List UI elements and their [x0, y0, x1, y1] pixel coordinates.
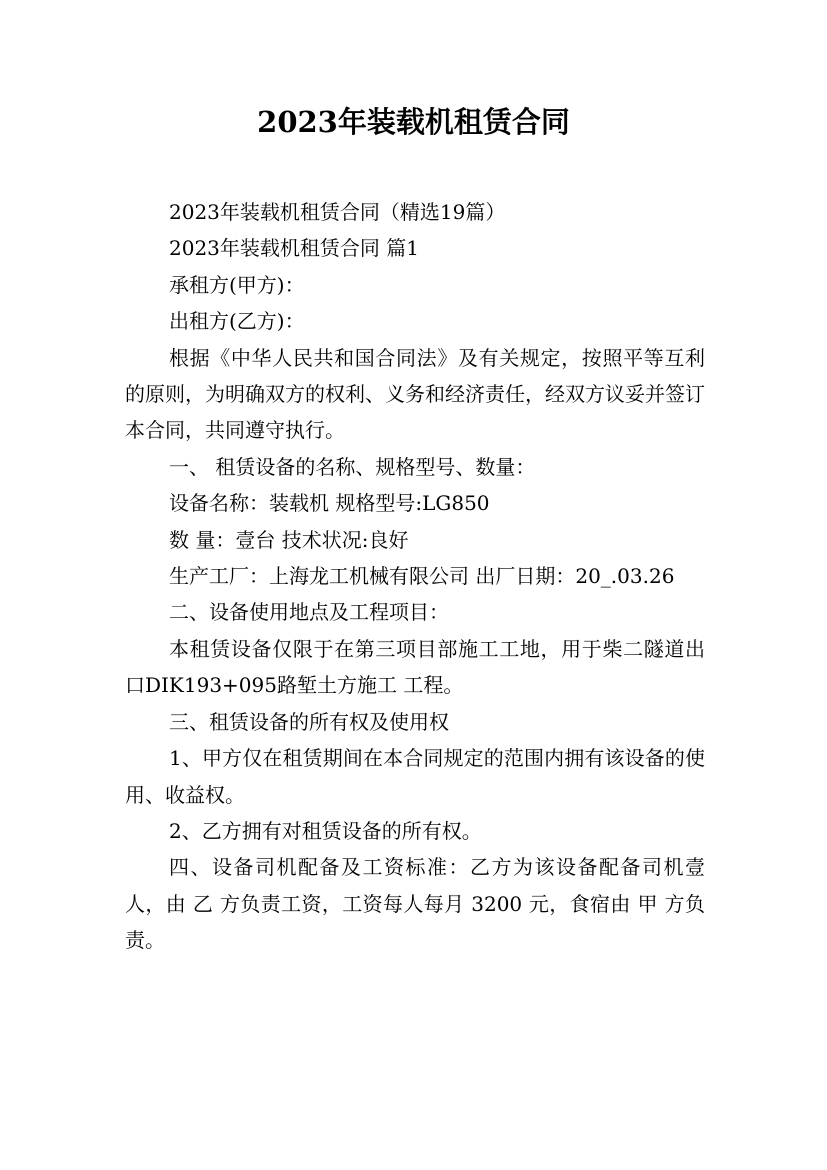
paragraph-preamble: 根据《中华人民共和国合同法》及有关规定，按照平等互利的原则，为明确双方的权利、义务和经济责任，经双方议妥并签订本合同，共同遵守执行。 — [125, 345, 705, 443]
paragraph-manufacturer: 生产工厂：上海龙工机械有限公司 出厂日期：20_.03.26 — [169, 564, 675, 589]
paragraph-clause-3-heading: 三、租赁设备的所有权及使用权 — [169, 709, 449, 734]
paragraph-section-heading: 2023年装载机租赁合同 篇1 — [169, 236, 419, 261]
paragraph-clause-2-heading: 二、设备使用地点及工程项目： — [169, 600, 449, 625]
document-title: 2023年装载机租赁合同 — [257, 105, 570, 139]
paragraph-quantity: 数 量：壹台 技术状况:良好 — [169, 527, 409, 552]
paragraph-clause-1-heading: 一、 租赁设备的名称、规格型号、数量： — [169, 454, 536, 479]
paragraph-location: 本租赁设备仅限于在第三项目部施工工地，用于柴二隧道出口DIK193+095路堑土方施工 工程。 — [125, 636, 705, 698]
paragraph-lessee: 承租方(甲方)： — [169, 272, 305, 297]
paragraph-clause-4: 四、设备司机配备及工资标准：乙方为该设备配备司机壹 人，由 乙 方负责工资，工资每人每月 3200 元，食宿由 甲 方负责。 — [125, 855, 705, 953]
document-body — [125, 194, 705, 959]
paragraph-lessor: 出租方(乙方)： — [169, 309, 305, 334]
paragraph-subtitle: 2023年装载机租赁合同（精选19篇） — [169, 200, 506, 224]
paragraph-clause-3-2: 2、乙方拥有对租赁设备的所有权。 — [169, 818, 482, 843]
paragraph-clause-3-1: 1、甲方仅在租赁期间在本合同规定的范围内拥有该设备的使用、收益权。 — [125, 746, 705, 807]
paragraph-equipment-name: 设备名称：装载机 规格型号:LG850 — [169, 491, 490, 516]
